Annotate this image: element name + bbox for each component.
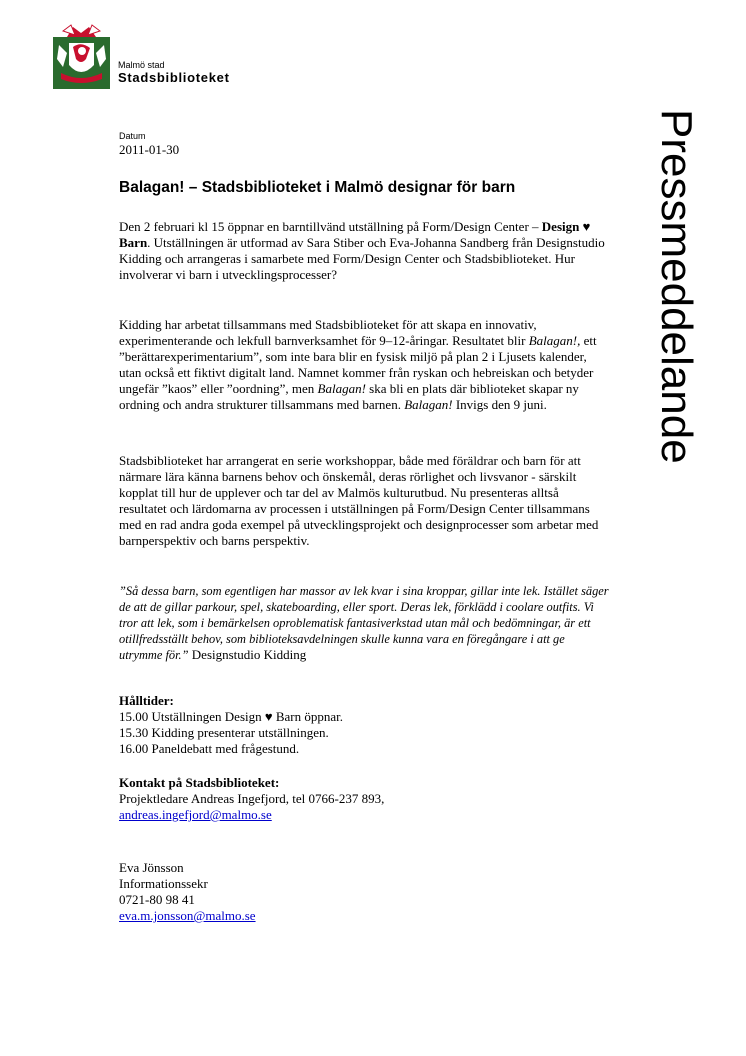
quote-text: ”Så dessa barn, som egentligen har massor av lek kvar i sina kroppar, gillar inte lek. Istället säger de att de gillar parkour, spel, skateboarding, eller sport. Deras lek, förklädd i coolare outfits. Vi tror att lek, som i bemärkelsen oproblematisk fantasiverkstad utan mål och bedömningar, är ett otillfredsställt behov, som biblioteksavdelningen skulle kunna vara en föregångare i att ge utrymme för.”: [119, 584, 609, 662]
date-value: 2011-01-30: [119, 142, 180, 157]
signature-phone: 0721-80 98 41: [119, 892, 195, 907]
signature-section: [119, 860, 256, 924]
p2-italic-d: Balagan!: [317, 381, 366, 396]
paragraph-quote: [119, 583, 609, 663]
press-release-side-label: [636, 109, 706, 549]
paragraph-workshops: Stadsbiblioteket har arrangerat en serie workshoppar, både med föräldrar och barn för att närmare lära känna barnens behov och önskemål, deras rörlighet och livsvanor - särskilt kopplat till hur de upplever och tar del av Malmös kulturutbud. Nu presenteras alltså resultatet och lärdomarna av processen i utställningen på Form/Design Center tillsammans med en rad andra goda exempel på utvecklingsprojekt och designprocesser som arbetar med barnperspektiv och barns perspektiv.: [119, 453, 599, 548]
side-label-text: Pressmeddelande: [652, 109, 701, 464]
p2-text-a: Kidding har arbetat tillsammans med Stadsbiblioteket för att skapa en innovativ, experimenterande och lekfull barnverksamhet för 9–12-åringar. Resultatet blir: [119, 317, 537, 348]
schedule-heading: Hålltider:: [119, 693, 174, 708]
p1-exhibition-name: Design ♥ Barn: [119, 219, 591, 250]
paragraph-balagan: [119, 317, 609, 413]
org-library-name: Stadsbiblioteket: [118, 70, 230, 85]
schedule-item: 15.30 Kidding presenterar utställningen.: [119, 725, 329, 740]
p1-text-c: . Utställningen är utformad av Sara Stiber och Eva-Johanna Sandberg från Designstudio Kidding och arrangeras i samarbete med Form/Design Center och Stadsbiblioteket. Hur involverar vi barn i utvecklingsprocesser?: [119, 235, 605, 282]
org-city-name: Malmö stad: [118, 60, 165, 70]
contact-line: Projektledare Andreas Ingefjord, tel 0766-237 893,: [119, 791, 385, 806]
p2-text-c: ett ”berättarexperimentarium”, som inte bara blir en fysisk miljö på plan 2 i Ljusets kalender, utan också ett fiktivt digitalt land. Namnet kommer från ryskan och hebreiskan och betyder ungefär ”kaos” eller ”oordning”, men: [119, 333, 597, 396]
schedule-item: 15.00 Utställningen Design ♥ Barn öppnar.: [119, 709, 343, 724]
contact-email-link[interactable]: andreas.ingefjord@malmo.se: [119, 807, 272, 822]
malmo-coat-of-arms-logo: [53, 23, 110, 89]
paragraph-intro: [119, 219, 609, 283]
schedule-section: [119, 693, 343, 757]
signature-name: Eva Jönsson: [119, 860, 184, 875]
p1-text-a: Den 2 februari kl 15 öppnar en barntillvänd utställning på Form/Design Center –: [119, 219, 542, 234]
contact-heading: Kontakt på Stadsbiblioteket:: [119, 775, 280, 790]
p2-text-e: ska bli en plats där biblioteket skapar ny ordning och andra strukturer tillsammans med barnen.: [119, 381, 579, 412]
signature-email-link[interactable]: eva.m.jonsson@malmo.se: [119, 908, 256, 923]
p2-italic-f: Balagan!: [404, 397, 453, 412]
schedule-item: 16.00 Paneldebatt med frågestund.: [119, 741, 300, 756]
quote-source: Designstudio Kidding: [188, 647, 307, 662]
date-label: Datum: [119, 131, 146, 141]
signature-role: Informationssekr: [119, 876, 208, 891]
press-release-title: Balagan! – Stadsbiblioteket i Malmö designar för barn: [119, 179, 516, 196]
p2-text-g: Invigs den 9 juni.: [452, 397, 547, 412]
contact-section: [119, 775, 384, 823]
p2-italic-b: Balagan!,: [528, 333, 581, 348]
